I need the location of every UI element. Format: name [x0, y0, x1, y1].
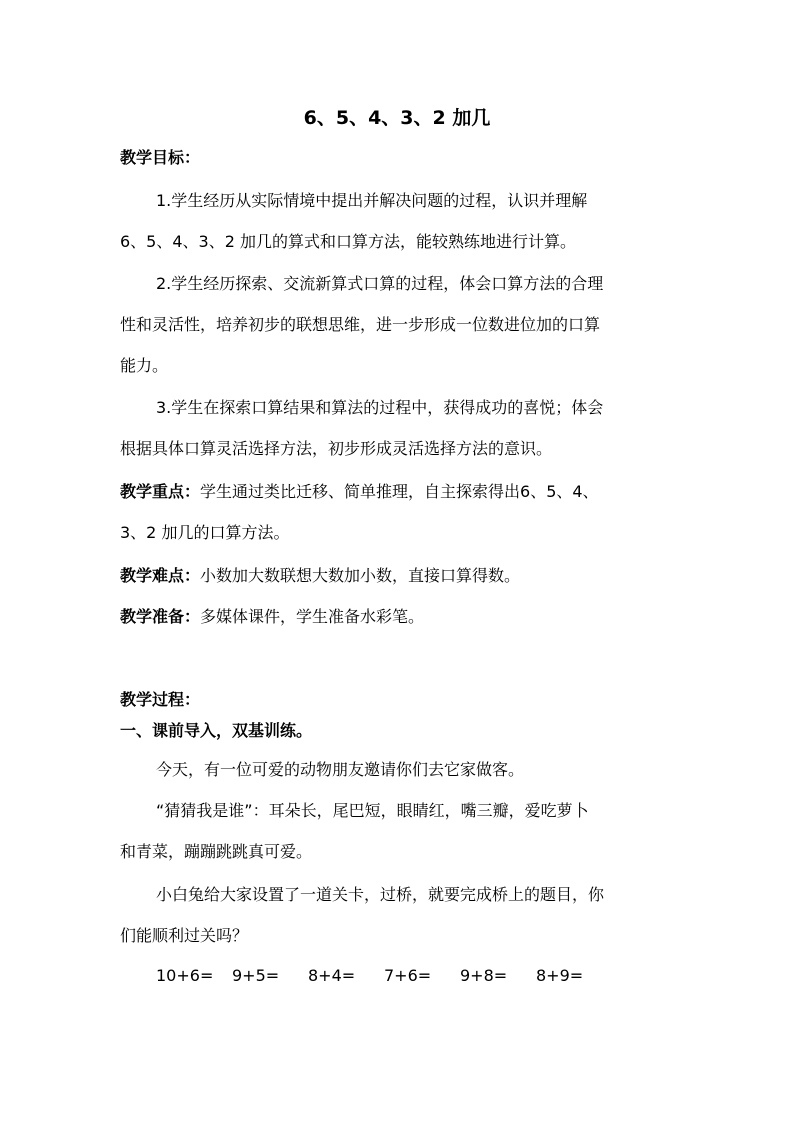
- riddle-line-2: 和青菜，蹦蹦跳跳真可爱。: [120, 842, 313, 861]
- page-title: 6、5、4、3、2 加几: [303, 107, 491, 129]
- process-paragraph-3-line-1: 小白兔给大家设置了一道关卡，过桥，就要完成桥上的题目，你: [156, 885, 605, 904]
- riddle-line-1: “猜猜我是谁”：耳朵长，尾巴短，眼睛红，嘴三瓣，爱吃萝卜: [156, 801, 589, 820]
- objective-line-3: 2.学生经历探索、交流新算式口算的过程，体会口算方法的合理: [156, 274, 604, 293]
- equation-1: 10+6=: [156, 966, 214, 985]
- process-paragraph-3-line-2: 们能顺利过关吗？: [120, 926, 249, 945]
- preparation: [120, 605, 680, 629]
- difficulty-label: 教学难点：: [120, 566, 201, 585]
- process-paragraph-1: 今天，有一位可爱的动物朋友邀请你们去它家做客。: [156, 760, 525, 779]
- objective-line-1: 1.学生经历从实际情境中提出并解决问题的过程，认识并理解: [156, 191, 588, 210]
- difficulty-text: 小数加大数联想大数加小数，直接口算得数。: [200, 566, 521, 585]
- objectives-heading: 教学目标：: [120, 148, 201, 167]
- key-points-continued: 3、2 加几的口算方法。: [120, 523, 290, 542]
- equation-3: 8+4=: [308, 966, 356, 985]
- section-1-title: 一、课前导入，双基训练。: [120, 721, 313, 740]
- equation-5: 9+8=: [460, 966, 508, 985]
- objective-line-6: 3.学生在探索口算结果和算法的过程中，获得成功的喜悦；体会: [156, 398, 604, 417]
- objective-line-4: 性和灵活性，培养初步的联想思维，进一步形成一位数进位加的口算: [120, 315, 601, 334]
- objective-line-7: 根据具体口算灵活选择方法，初步形成灵活选择方法的意识。: [120, 439, 553, 458]
- process-heading: 教学过程：: [120, 690, 201, 709]
- objective-line-5: 能力。: [120, 356, 169, 375]
- objective-line-2: 6、5、4、3、2 加几的算式和口算方法，能较熟练地进行计算。: [120, 232, 576, 251]
- preparation-label: 教学准备：: [120, 607, 201, 626]
- key-points: [120, 480, 680, 504]
- difficulty: [120, 564, 680, 588]
- preparation-text: 多媒体课件，学生准备水彩笔。: [200, 607, 425, 626]
- key-points-label: 教学重点：: [120, 482, 201, 501]
- equation-2: 9+5=: [232, 966, 280, 985]
- key-points-text: 学生通过类比迁移、简单推理，自主探索得出6、5、4、: [200, 482, 599, 501]
- equation-4: 7+6=: [384, 966, 432, 985]
- equation-row: [156, 964, 716, 988]
- equation-6: 8+9=: [536, 966, 584, 985]
